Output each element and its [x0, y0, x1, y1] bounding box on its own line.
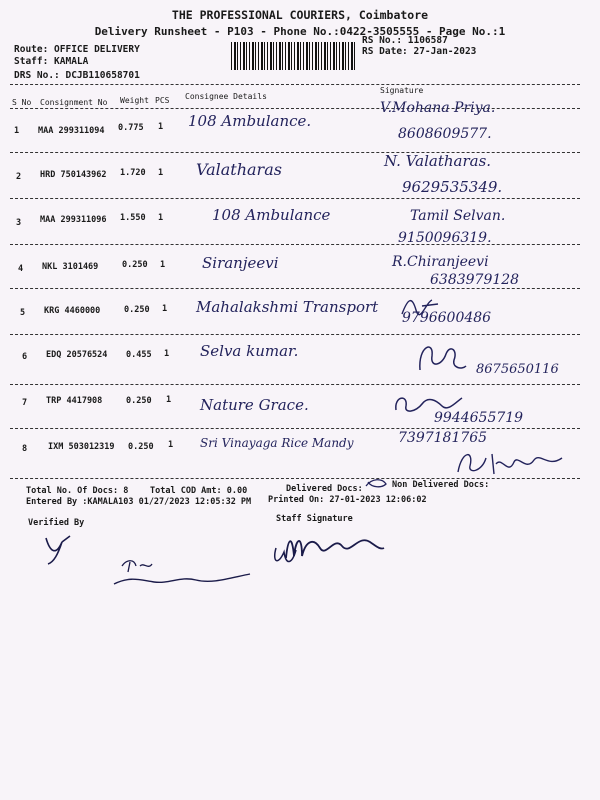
row-consignee: Mahalakshmi Transport [196, 298, 379, 316]
divider [10, 428, 580, 429]
row-consignment: IXM 503012319 [48, 442, 115, 452]
row-pcs: 1 [164, 349, 170, 359]
signature-scribble-icon [412, 338, 468, 374]
total-cod: Total COD Amt: 0.00 [150, 486, 248, 496]
row-consignment: NKL 3101469 [42, 262, 99, 272]
row-weight: 1.720 [120, 168, 146, 178]
divider [10, 478, 580, 479]
row-consignment: MAA 299311094 [38, 126, 105, 136]
row-signature-phone: 9796600486 [402, 310, 492, 326]
row-signature-phone: 8675650116 [476, 362, 559, 377]
divider [10, 334, 580, 335]
row-signature-name: Tamil Selvan. [410, 208, 506, 224]
divider [10, 198, 580, 199]
divider [10, 152, 580, 153]
rs-date: RS Date: 27-Jan-2023 [362, 46, 477, 57]
row-consignment: HRD 750143962 [40, 170, 107, 180]
delivered-docs: Delivered Docs: [286, 484, 363, 494]
row-sno: 2 [16, 172, 22, 182]
row-consignment: TRP 4417908 [46, 396, 103, 406]
row-weight: 0.250 [122, 260, 148, 270]
row-signature-phone: 6383979128 [430, 272, 520, 288]
row-pcs: 1 [158, 168, 164, 178]
row-weight: 0.455 [126, 350, 152, 360]
row-signature-phone: 9150096319. [398, 230, 492, 246]
row-consignee: Sri Vinayaga Rice Mandy [200, 436, 354, 450]
verifier-signature-icon [40, 528, 80, 568]
runsheet-title: Delivery Runsheet - P103 - Phone No.:0422-3505555 - Page No.:1 [94, 25, 506, 38]
row-weight: 1.550 [120, 213, 146, 223]
printed-on: Printed On: 27-01-2023 12:06:02 [268, 495, 427, 505]
divider [10, 84, 580, 85]
row-pcs: 1 [166, 395, 172, 405]
col-header-pcs: PCS [155, 96, 170, 105]
col-header-consignment: Consignment No [40, 98, 108, 107]
row-sno: 8 [22, 444, 28, 454]
divider [10, 288, 580, 289]
route-label: Route: OFFICE DELIVERY [14, 44, 140, 55]
row-pcs: 1 [158, 213, 164, 223]
row-consignee: 108 Ambulance [212, 206, 331, 224]
barcode-image [231, 42, 357, 70]
signature-scribble-icon [452, 446, 572, 478]
row-consignment: EDQ 20576524 [46, 350, 108, 360]
row-signature-phone: 9944655719 [434, 410, 524, 426]
row-consignee: Valatharas [196, 160, 282, 179]
staff-signature-scribble-icon [100, 536, 300, 594]
row-sno: 4 [18, 264, 24, 274]
row-weight: 0.250 [124, 305, 150, 315]
verified-by-label: Verified By [28, 518, 85, 528]
col-header-weight: Weight [120, 96, 149, 105]
row-signature-phone: 7397181765 [398, 430, 488, 446]
non-delivered-docs: Non Delivered Docs: [392, 480, 490, 490]
row-consignment: KRG 4460000 [44, 306, 101, 316]
row-sno: 1 [14, 126, 20, 136]
total-docs: Total No. Of Docs: 8 [26, 486, 129, 496]
entered-by: Entered By :KAMALA103 01/27/2023 12:05:32 PM [26, 497, 252, 507]
row-signature-name: N. Valatharas. [384, 152, 492, 170]
row-consignment: MAA 299311096 [40, 215, 107, 225]
row-signature-name: R.Chiranjeevi [392, 254, 489, 270]
row-weight: 0.250 [128, 442, 154, 452]
row-pcs: 1 [158, 122, 164, 132]
rs-number: RS No.: 1106587 [362, 35, 448, 46]
delivered-mark-icon [364, 476, 390, 490]
row-sno: 5 [20, 308, 26, 318]
row-signature-name: V.Mohana Priya. [380, 100, 496, 116]
row-sno: 3 [16, 218, 22, 228]
col-header-sno: S No [12, 98, 32, 107]
divider [10, 384, 580, 385]
row-weight: 0.775 [118, 123, 144, 133]
staff-signature-label: Staff Signature [276, 514, 353, 524]
staff-signature-icon [280, 528, 390, 564]
row-consignee: Selva kumar. [200, 342, 299, 360]
signature-scribble-icon [398, 292, 448, 318]
row-weight: 0.250 [126, 396, 152, 406]
row-signature-phone: 8608609577. [398, 126, 492, 142]
row-consignee: Siranjeevi [202, 254, 279, 272]
row-signature-phone: 9629535349. [402, 178, 503, 196]
row-consignee: 108 Ambulance. [188, 112, 312, 130]
col-header-consignee: Consignee Details [185, 92, 267, 101]
company-title: THE PROFESSIONAL COURIERS, Coimbatore [171, 8, 429, 22]
row-consignee: Nature Grace. [200, 396, 309, 414]
row-sno: 6 [22, 352, 28, 362]
row-sno: 7 [22, 398, 28, 408]
staff-label: Staff: KAMALA [14, 56, 89, 67]
col-header-signature: Signature [380, 86, 424, 95]
row-pcs: 1 [162, 304, 168, 314]
row-pcs: 1 [160, 260, 166, 270]
divider [10, 244, 580, 245]
row-pcs: 1 [168, 440, 174, 450]
drs-number: DRS No.: DCJB110658701 [14, 70, 140, 81]
